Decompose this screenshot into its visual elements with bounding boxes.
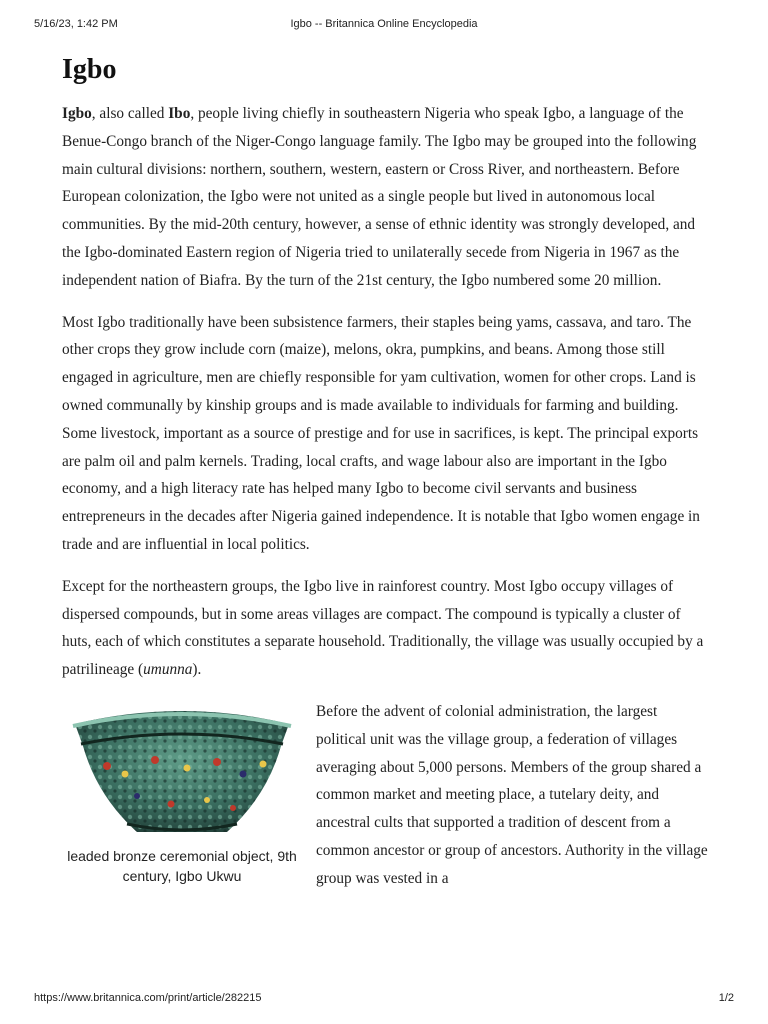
print-url: https://www.britannica.com/print/article/282215 bbox=[34, 992, 262, 1004]
print-page-title: Igbo -- Britannica Online Encyclopedia bbox=[290, 18, 478, 30]
figure-caption: leaded bronze ceremonial object, 9th century, Igbo Ukwu bbox=[67, 847, 297, 884]
bold-term-igbo: Igbo bbox=[62, 105, 92, 122]
paragraph-political-unit: Before the advent of colonial administration, the largest political unit was the village group, a federation of villages averaging about 5,000 persons. Members of the group shared a common market and meeting place, a tutelary deity, and ancestral cults that supported a tradition of descent from a common ancestor or group of ancestors. Authority in the village group was vested in a bbox=[316, 702, 708, 887]
bold-term-ibo: Ibo bbox=[168, 105, 191, 122]
print-datetime: 5/16/23, 1:42 PM bbox=[34, 18, 118, 30]
paragraph-settlement bbox=[62, 573, 710, 684]
paragraph-intro bbox=[62, 100, 710, 295]
intro-text-1: , also called bbox=[91, 105, 169, 122]
figure-bronze-object bbox=[62, 704, 302, 886]
print-page-number: 1/2 bbox=[718, 992, 734, 1004]
intro-text-2: , people living chiefly in southeastern Nigeria who speak Igbo, a language of the Benue-Congo branch of the Niger-Congo language family. The Igbo may be grouped into the following main cultural divisions: northern, southern, western, eastern or Cross River, and northeastern. Before European colonization, the Igbo were not united as a single people but lived in autonomous local communities. By the mid-20th century, however, a sense of ethnic identity was strongly developed, and the Igbo-dominated Eastern region of Nigeria tried to unilaterally secede from Nigeria in 1967 as the independent nation of Biafra. By the turn of the 21st century, the Igbo numbered some 20 million. bbox=[62, 105, 697, 289]
article bbox=[62, 50, 710, 893]
settlement-text-2: ). bbox=[192, 661, 202, 679]
italic-term-umunna: umunna bbox=[143, 661, 193, 679]
article-title: Igbo bbox=[62, 54, 117, 85]
paragraph-economy: Most Igbo traditionally have been subsistence farmers, their staples being yams, cassava, and taro. The other crops they grow include corn (maize), melons, okra, pumpkins, and beans. Among those still engaged in agriculture, men are chiefly responsible for yam cultivation, women for other crops. Land is owned communally by kinship groups and is made available to individuals for farming and building. Some livestock, important as a source of prestige and for use in sacrifices, is kept. The principal exports are palm oil and palm kernels. Trading, local crafts, and wage labour also are important in the Igbo economy, and a high literacy rate has helped many Igbo to become civil servants and business entrepreneurs in the decades after Nigeria gained independence. It is notable that Igbo women engage in trade and are influential in local politics. bbox=[62, 313, 700, 553]
settlement-text-1: Except for the northeastern groups, the Igbo live in rainforest country. Most Igbo occupy villages of dispersed compounds, but in some areas villages are compact. The compound is typically a cluster of huts, each of which constitutes a separate household. Traditionally, the village was usually occupied by a patrilineage ( bbox=[62, 577, 704, 679]
bronze-object-image bbox=[67, 704, 297, 842]
